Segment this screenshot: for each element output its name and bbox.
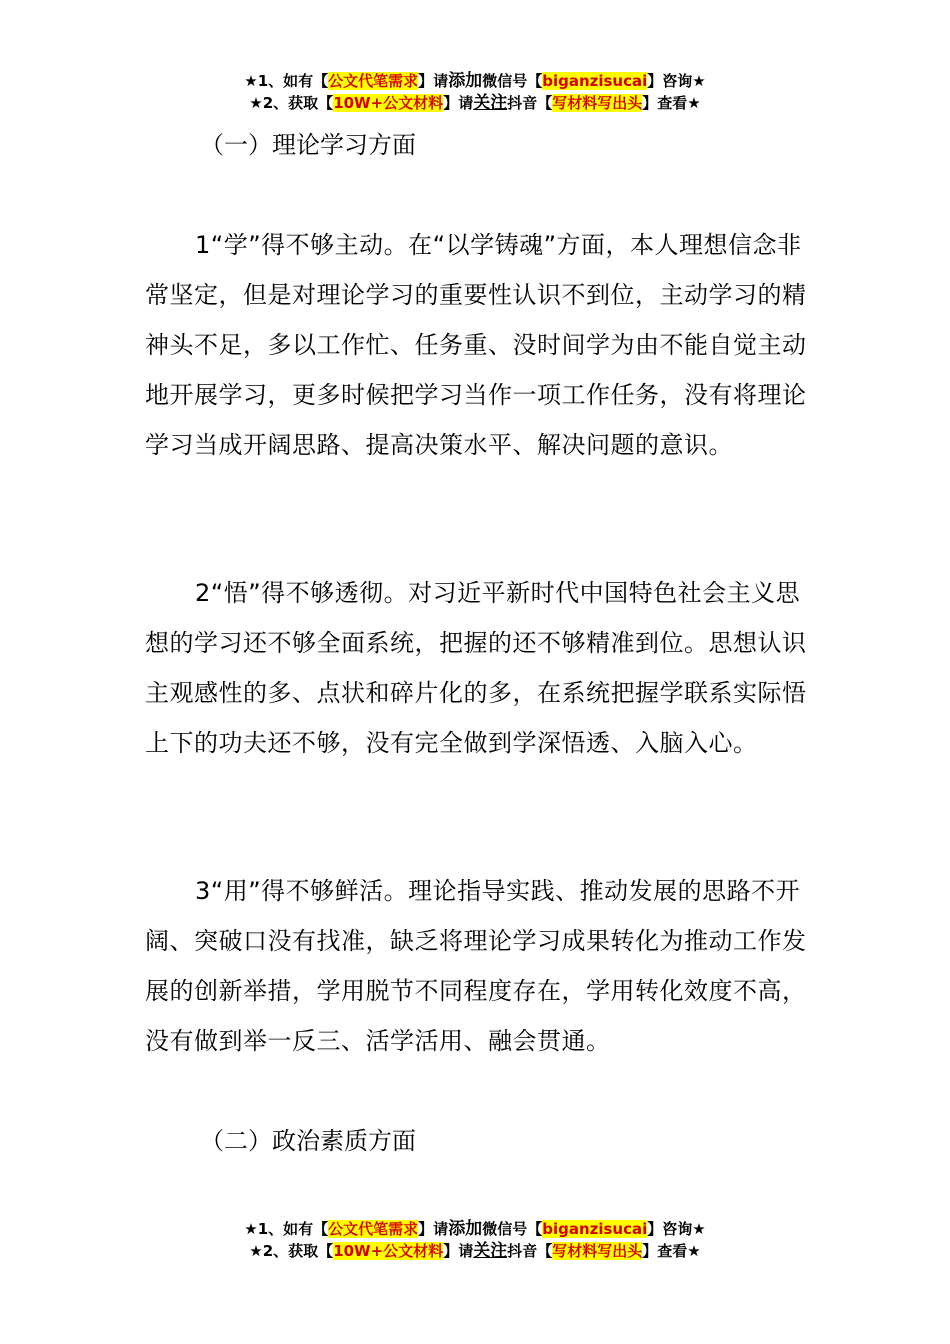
- banner-text: 】咨询★: [647, 72, 706, 90]
- banner-highlight: 写材料写出头: [552, 1242, 643, 1260]
- banner-text: ★2、获取【: [249, 94, 334, 112]
- banner-text: 】查看★: [642, 1242, 701, 1260]
- banner-text: 】请: [443, 94, 474, 112]
- banner-text: ★1、如有【: [244, 72, 329, 90]
- banner-text: 】咨询★: [647, 1220, 706, 1238]
- banner-line-2: [0, 1240, 950, 1262]
- section-heading-2: （二）政治素质方面: [200, 1127, 416, 1155]
- banner-line-2: [0, 92, 950, 114]
- banner-highlight: biganzisucai: [542, 1220, 648, 1238]
- banner-text: 微信号【: [482, 1220, 543, 1238]
- paragraph-2: 2“悟”得不够透彻。对习近平新时代中国特色社会主义思想的学习还不够全面系统，把握的还不够精准到位。思想认识主观感性的多、点状和碎片化的多，在系统把握学联系实际悟上下的功夫还不够，没有完全做到学深悟透、入脑入心。: [145, 579, 807, 757]
- banner-text: 】请: [418, 72, 449, 90]
- banner-text: 】查看★: [642, 94, 701, 112]
- banner-text: 关注: [473, 93, 508, 113]
- banner-text: 添加: [448, 71, 483, 91]
- banner-text: 抖音【: [507, 94, 553, 112]
- banner-highlight: 写材料写出头: [552, 94, 643, 112]
- banner-highlight: 10W+公文材料: [333, 1242, 444, 1260]
- banner-highlight: 公文代笔需求: [328, 1220, 419, 1238]
- top-banner: [0, 70, 950, 114]
- banner-text: ★1、如有【: [244, 1220, 329, 1238]
- banner-highlight: 10W+公文材料: [333, 94, 444, 112]
- banner-highlight: 公文代笔需求: [328, 72, 419, 90]
- banner-text: 添加: [448, 1219, 483, 1239]
- banner-text: 抖音【: [507, 1242, 553, 1260]
- paragraph-3: 3“用”得不够鲜活。理论指导实践、推动发展的思路不开阔、突破口没有找准，缺乏将理论学习成果转化为推动工作发展的创新举措，学用脱节不同程度存在，学用转化效度不高，没有做到举一反三、活学活用、融会贯通。: [145, 877, 807, 1055]
- banner-text: 微信号【: [482, 72, 543, 90]
- banner-text: ★2、获取【: [249, 1242, 334, 1260]
- banner-line-1: [0, 70, 950, 92]
- banner-text: 关注: [473, 1241, 508, 1261]
- banner-text: 】请: [443, 1242, 474, 1260]
- bottom-banner: [0, 1218, 950, 1262]
- paragraph-1: 1“学”得不够主动。在“以学铸魂”方面，本人理想信念非常坚定，但是对理论学习的重要性认识不到位，主动学习的精神头不足，多以工作忙、任务重、没时间学为由不能自觉主动地开展学习，更多时候把学习当作一项工作任务，没有将理论学习当成开阔思路、提高决策水平、解决问题的意识。: [145, 231, 807, 459]
- banner-highlight: biganzisucai: [542, 72, 648, 90]
- section-heading-1: （一）理论学习方面: [200, 131, 416, 159]
- banner-text: 】请: [418, 1220, 449, 1238]
- banner-line-1: [0, 1218, 950, 1240]
